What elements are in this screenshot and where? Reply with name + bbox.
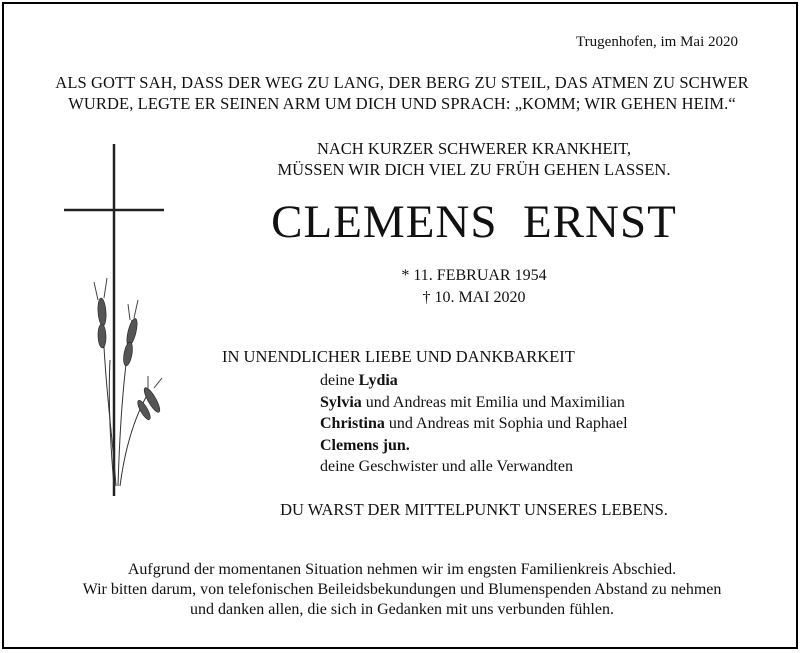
cross-icon [64,144,164,496]
closing-line: DU WARST DER MITTELPUNKT UNSERES LEBENS. [280,500,668,519]
cross-with-wheat-icon [54,140,174,500]
subtitle-line-2: MÜSSEN WIR DICH VIEL ZU FRÜH GEHEN LASSEN. [277,160,671,179]
death-date: † 10. MAI 2020 [422,289,526,306]
wheat-icon [94,278,162,486]
life-dates [234,265,714,309]
footer-line-2: Wir bitten darum, von telefonischen Beileidsbekundungen und Blumenspenden Abstand zu nehmen [82,581,722,598]
footer-line-1: Aufgrund der momentanen Situation nehmen wir im engsten Familienkreis Abschied. [127,561,677,578]
subtitle [234,138,714,180]
motto [4,72,800,114]
motto-line-1: ALS GOTT SAH, DASS DER WEG ZU LANG, DER BERG ZU STEIL, DAS ATMEN ZU SCHWER [55,73,749,92]
family-item: Christina und Andreas mit Sophia und Raphael [320,415,628,432]
obituary-notice [2,2,798,649]
subtitle-line-1: NACH KURZER SCHWERER KRANKHEIT, [316,139,632,158]
family-item: deine Geschwister und alle Verwandten [320,458,573,475]
love-line: IN UNENDLICHER LIEBE UND DANKBARKEIT [222,347,575,366]
footer-note [4,560,800,620]
family-item: deine Lydia [320,372,398,389]
place-date: Trugenhofen, im Mai 2020 [576,34,738,50]
footer-line-3: und danken allen, die sich in Gedanken mit uns verbunden fühlen. [190,601,614,618]
deceased-name: CLEMENS ERNST [271,196,677,248]
family-item: Sylvia und Andreas mit Emilia und Maximilian [320,393,625,411]
birth-date: * 11. FEBRUAR 1954 [401,267,547,284]
motto-line-2: WURDE, LEGTE ER SEINEN ARM UM DICH UND SPRACH: „KOMM; WIR GEHEN HEIM.“ [68,94,736,113]
family-item: Clemens jun. [320,436,410,454]
family-list [320,370,628,478]
